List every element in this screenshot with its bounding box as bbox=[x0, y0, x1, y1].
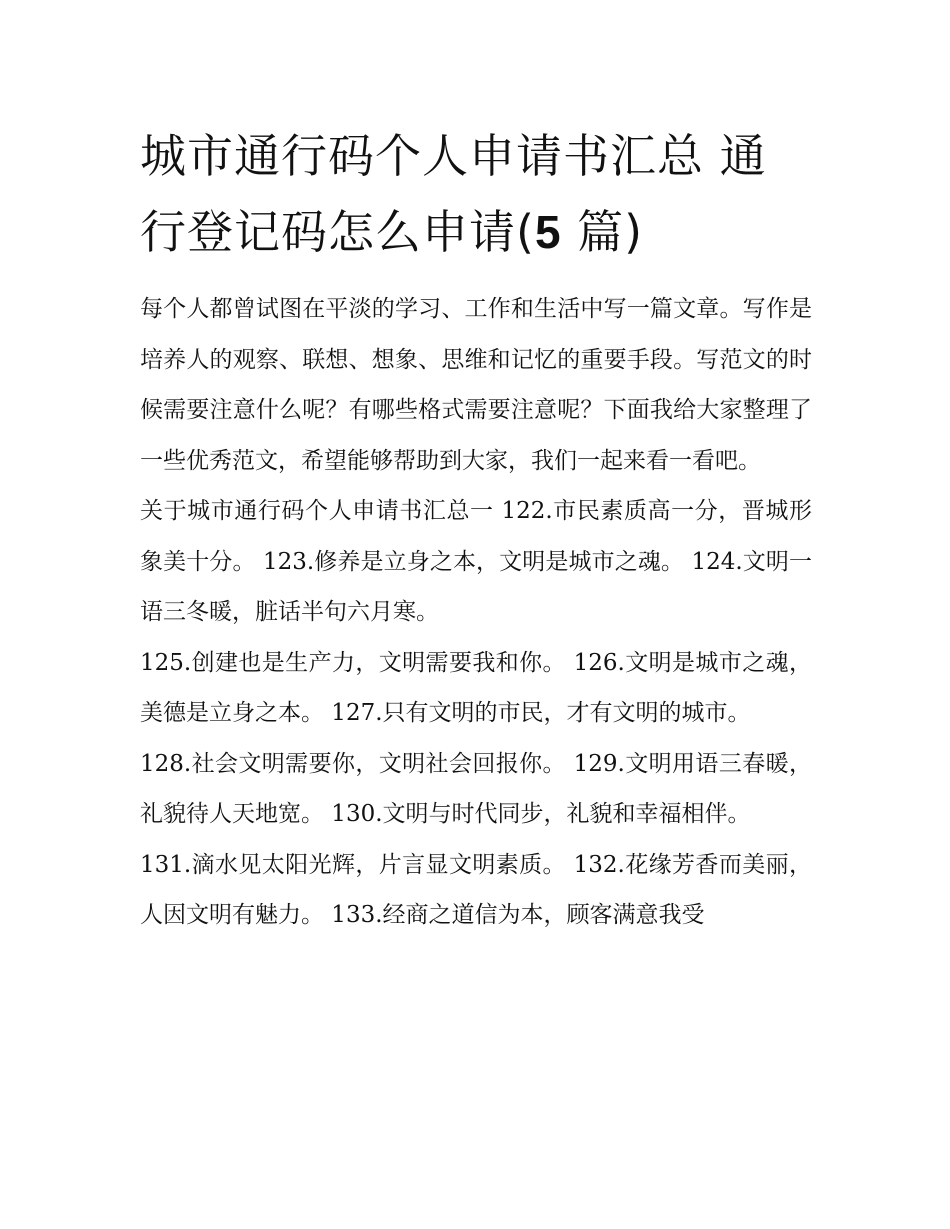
title-count: 5 bbox=[534, 206, 562, 258]
intro-paragraph: 每个人都曾试图在平淡的学习、工作和生活中写一篇文章。写作是培养人的观察、联想、想象、思维和记忆的重要手段。写范文的时候需要注意什么呢？有哪些格式需要注意呢？下面我给大家整理了一些优秀范文，希望能够帮助到大家，我们一起来看一看吧。 bbox=[140, 296, 812, 474]
body-paragraph-3: 128.社会文明需要你，文明社会回报你。 129.文明用语三春暖，礼貌待人天地宽。 130.文明与时代同步，礼貌和幸福相伴。 bbox=[140, 750, 812, 827]
body-paragraph-4: 131.滴水见太阳光辉，片言显文明素质。 132.花缘芳香而美丽，人因文明有魅力。 133.经商之道信为本，顾客满意我受 bbox=[140, 851, 812, 928]
document-title bbox=[140, 118, 812, 270]
title-text-part2: 篇) bbox=[561, 205, 644, 259]
title-text-part1: 城市通行码个人申请书汇总 通行登记码怎么申请( bbox=[140, 129, 767, 259]
document-page bbox=[140, 118, 812, 941]
body-paragraph-2: 125.创建也是生产力，文明需要我和你。 126.文明是城市之魂，美德是立身之本。 127.只有文明的市民，才有文明的城市。 bbox=[140, 649, 812, 726]
body-paragraph-1: 关于城市通行码个人申请书汇总一 122.市民素质高一分，晋城形象美十分。 123.修养是立身之本，文明是城市之魂。 124.文明一语三冬暖，脏话半句六月寒。 bbox=[140, 498, 812, 625]
